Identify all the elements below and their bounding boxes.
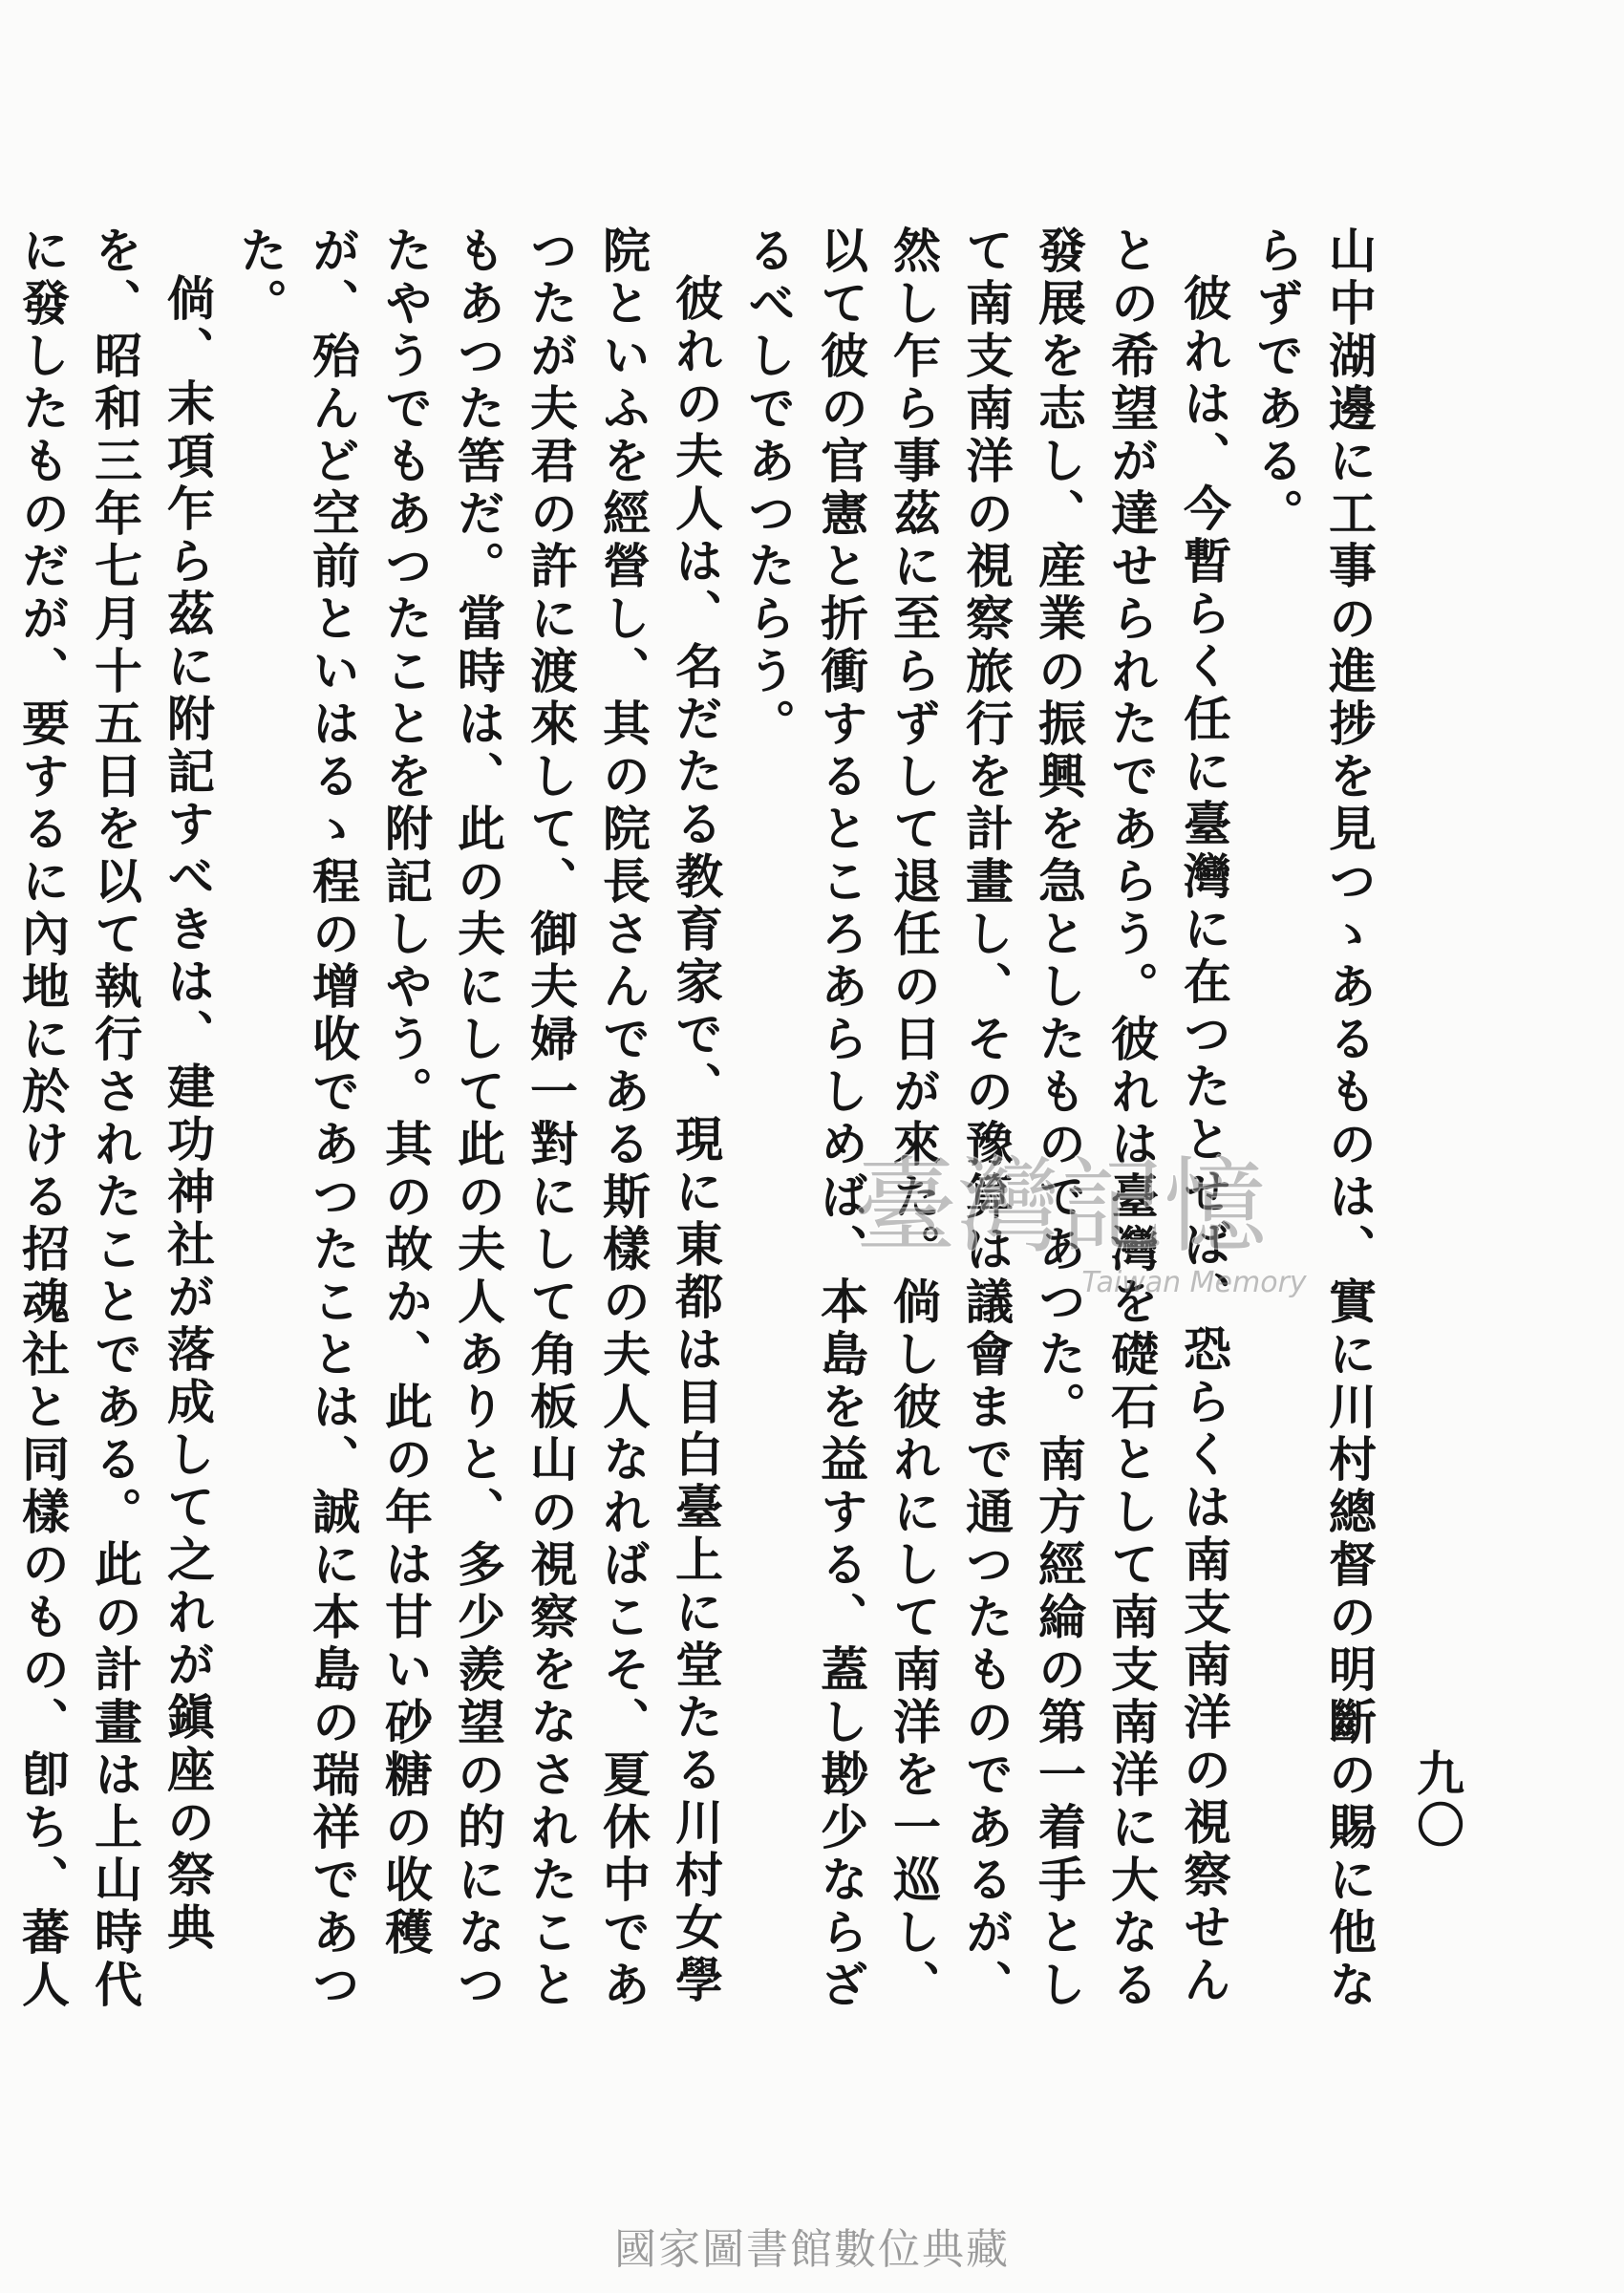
watermark-subtitle: Taiwan Memory (1081, 1266, 1307, 1299)
paragraph-1: 山中湖邊に工事の進捗を見つゝあるものは、實に川村總督の明斷の賜に他ならずである。 (1249, 225, 1378, 2012)
library-footer: 國家圖書館數位典藏 (614, 2225, 1010, 2274)
page-number: 九〇 (1409, 1748, 1465, 1852)
paragraph-3: 彼れの夫人は、名だたる教育家で、現に東都は目白臺上に堂たる川村女學院といふを經營し、其の院長さんである斯樣の夫人なればこそ、夏休中であつたが夫君の許に渡來して、御夫婦一對にして角板山の視察をなされたこともあつた筈だ。當時は、此の夫にして此の夫人ありと、多少羨望の的になつたやうでもあつたことを附記しやう。其の故か、此の年は甘い砂糖の收穫が、殆んど空前といはるゝ程の增收であつたことは、誠に本島の瑞祥であつた。 (232, 225, 724, 2012)
paragraph-2: 彼れは、今暫らく任に臺灣に在つたとせば、恐らくは南支南洋の視察せんとの希望が達せられたであらう。彼れは臺灣を礎石として南支南洋に大なる發展を志し、産業の振興を急としたものであつた。南方經綸の第一着手として南支南洋の視察旅行を計畫し、その豫算は議會まで通つたものであるが、然し乍ら事茲に至らずして退任の日が來た。倘し彼れにして南洋を一巡し、以て彼の官憲と折衝するところあらしめば、本島を益する、蓋し尠少ならざるべしであつたらう。 (740, 225, 1232, 2012)
paragraph-4: 倘、末項乍ら茲に附記すべきは、建功神社が落成して之れが鎭座の祭典を、昭和三年七月十五日を以て執行されたことである。此の計畫は上山時代に發したものだが、要するに內地に於ける招魂社と同樣のもの、卽ち、蕃人 (14, 225, 216, 2012)
body-text (14, 225, 1385, 2022)
watermark-title: 臺灣記憶 (853, 1147, 1268, 1267)
